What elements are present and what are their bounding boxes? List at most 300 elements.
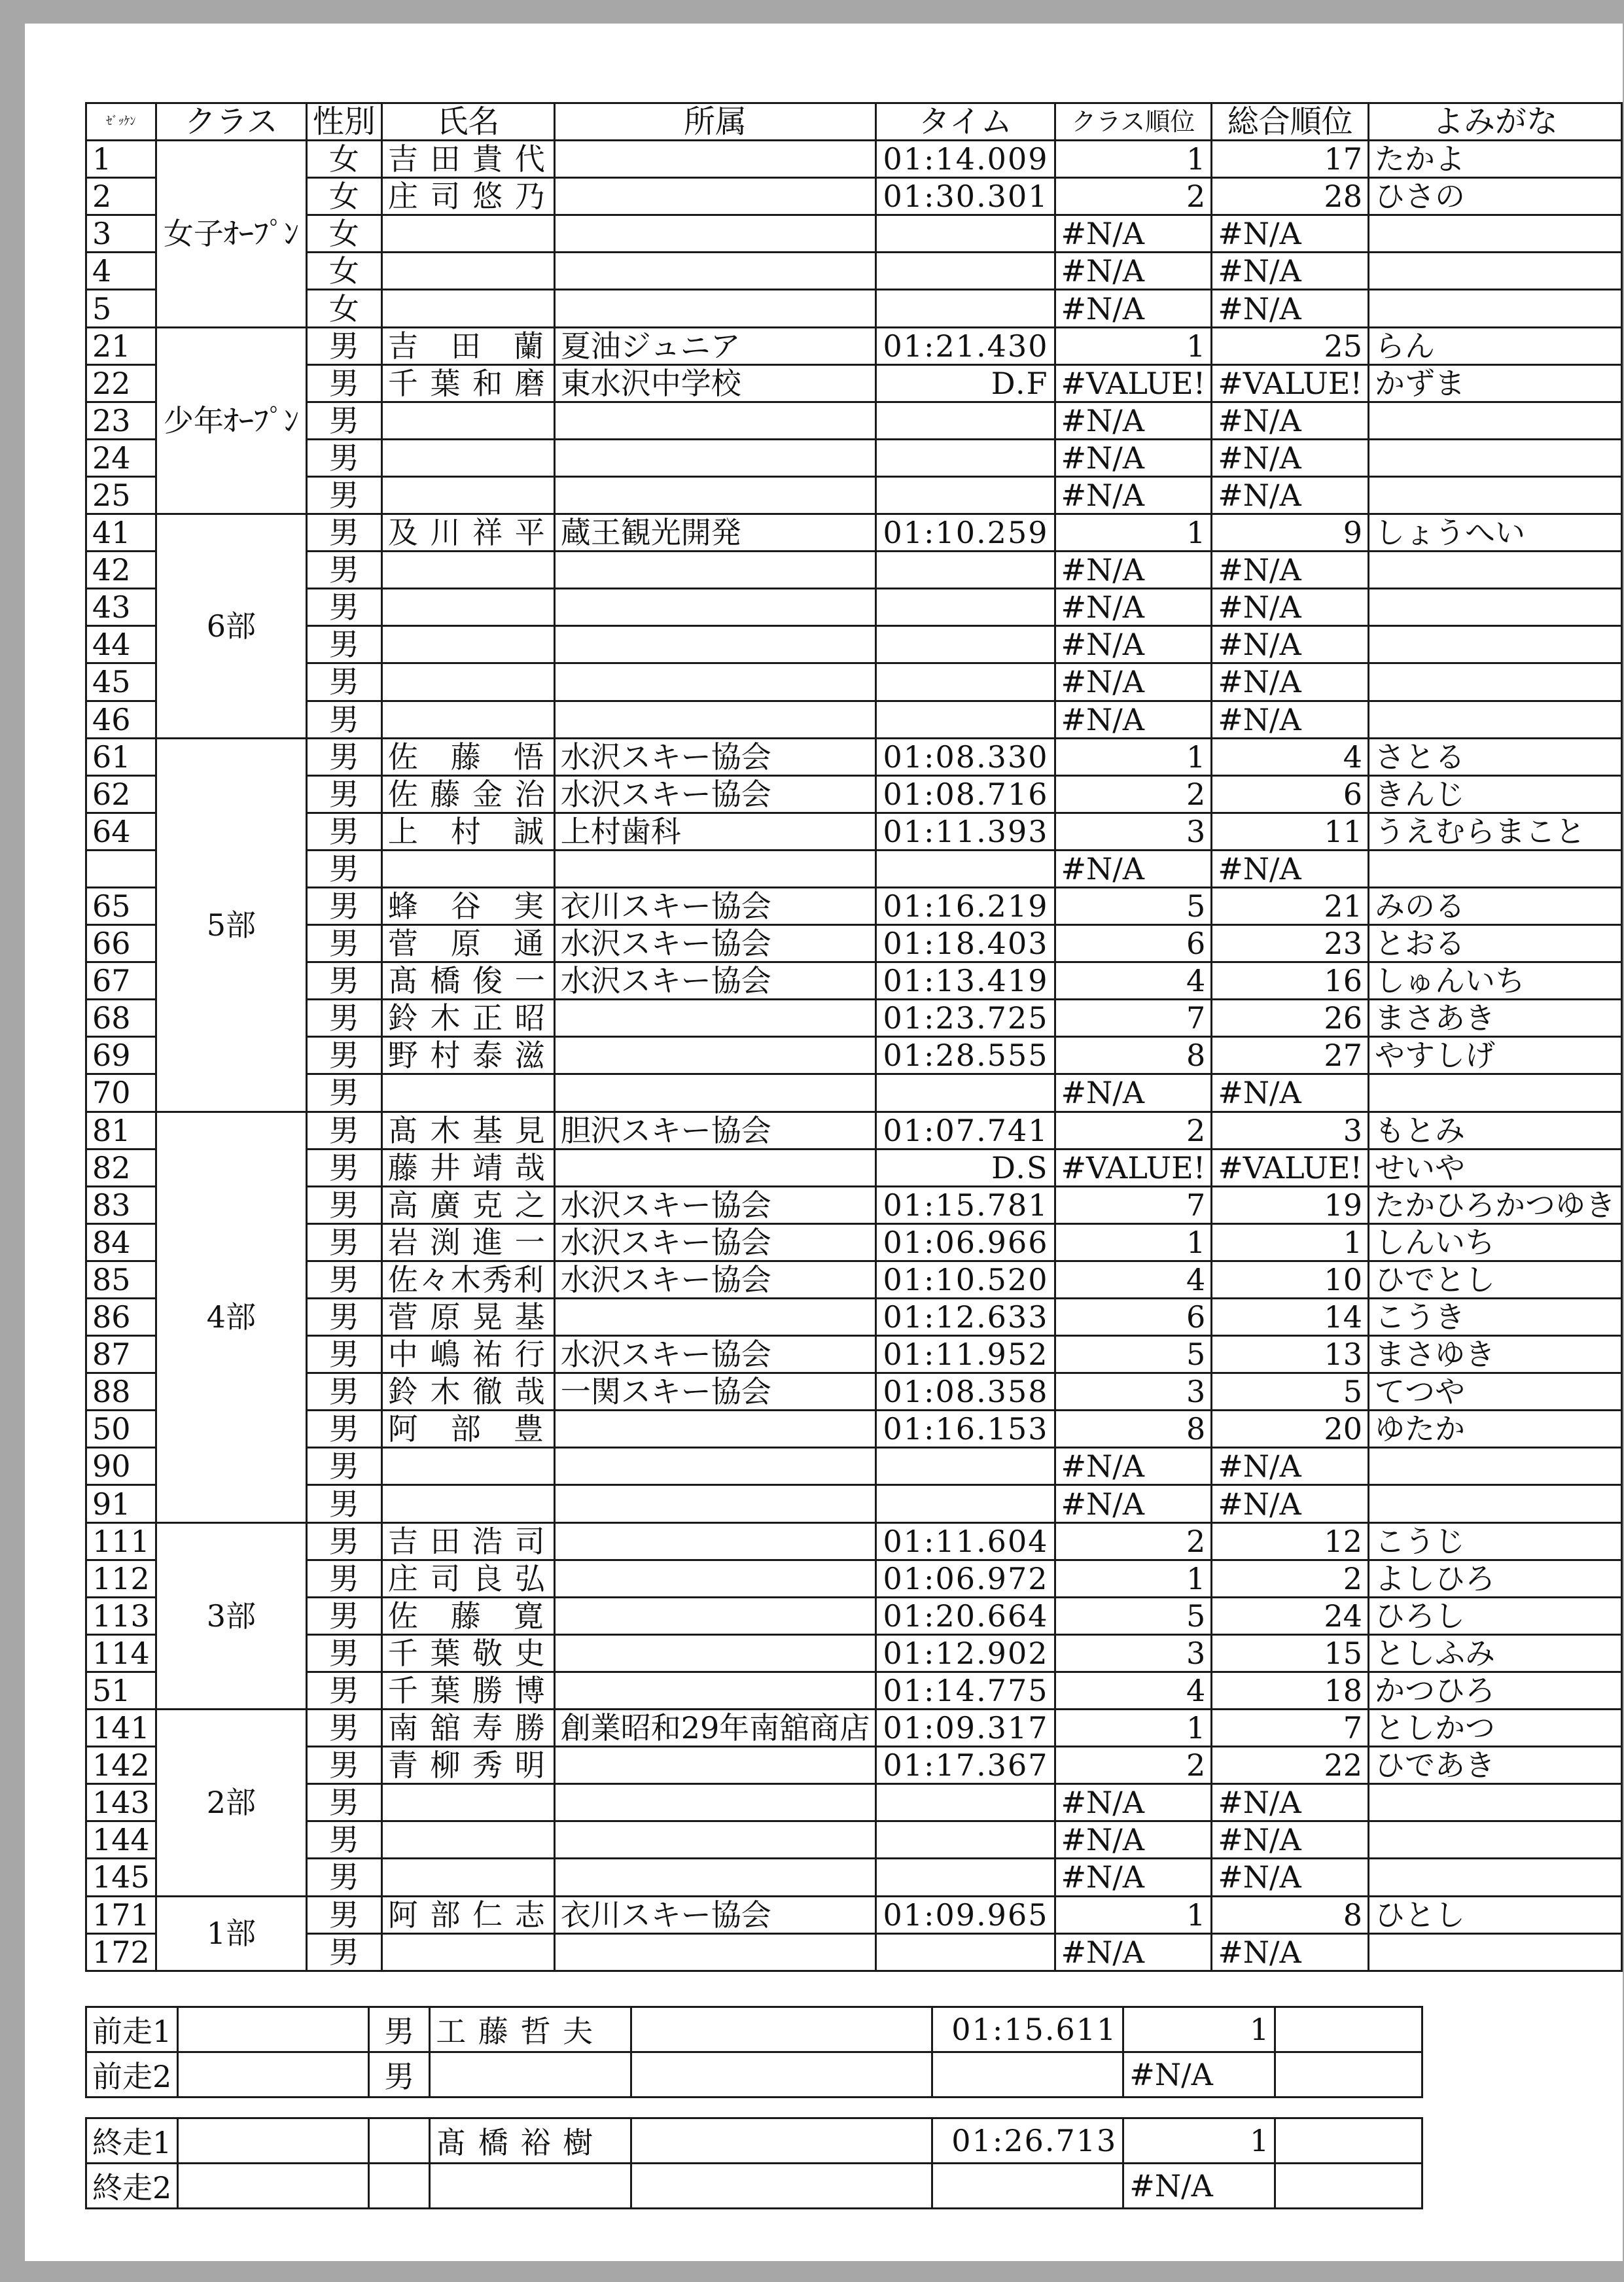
table-row [86,439,1622,476]
time-cell: 01:14.775 [876,1672,1055,1709]
table-row [86,1859,1622,1896]
table-row [86,402,1622,439]
name-cell: 千 葉 和 磨 [381,364,554,402]
overall-rank-cell: 16 [1212,962,1369,1000]
class-rank-cell: #N/A [1055,1859,1212,1896]
bib-cell: 91 [86,1485,156,1522]
header-class-rank: クラス順位 [1055,103,1212,141]
bib-cell: 4 [86,253,156,290]
time-cell: 01:10.259 [876,514,1055,552]
time-cell: 01:08.358 [876,1373,1055,1411]
sex-cell: 男 [306,1448,381,1485]
bib-cell: 84 [86,1223,156,1261]
header-overall-rank: 総合順位 [1212,103,1369,141]
overall-rank-cell: #N/A [1212,402,1369,439]
name-cell: 野 村 泰 滋 [381,1037,554,1074]
rank-cell: 1 [1123,2007,1275,2052]
affiliation-cell [554,1859,876,1896]
time-cell: 01:16.153 [876,1411,1055,1448]
overall-rank-cell: #N/A [1212,439,1369,476]
affiliation-cell: 創業昭和29年南舘商店 [554,1710,876,1747]
time-cell: 01:13.419 [876,962,1055,1000]
yomi-cell: ゆたか [1368,1411,1621,1448]
yomi-cell: やすしげ [1368,1037,1621,1074]
class-rank-cell: #VALUE! [1055,1149,1212,1186]
empty-cell [1275,2164,1422,2209]
bib-cell: 87 [86,1336,156,1373]
sex-cell: 男 [306,738,381,775]
results-table [85,102,1623,1972]
overall-rank-cell: #N/A [1212,626,1369,663]
affiliation-cell [554,626,876,663]
time-cell: 01:11.604 [876,1522,1055,1560]
yomi-cell: ひろし [1368,1597,1621,1634]
class-rank-cell: #N/A [1055,253,1212,290]
affiliation-cell: 胆沢スキー協会 [554,1112,876,1149]
yomi-cell: たかひろかつゆき [1368,1186,1621,1223]
affiliation-cell [554,253,876,290]
table-row [86,364,1622,402]
name-cell: 中 嶋 祐 行 [381,1336,554,1373]
table-row [86,141,1622,178]
sex-cell: 男 [306,1149,381,1186]
affiliation-cell [554,1933,876,1971]
class-rank-cell: 8 [1055,1411,1212,1448]
sex-cell: 男 [306,813,381,850]
name-cell [381,1448,554,1485]
affiliation-cell [554,589,876,626]
affiliation-cell: 水沢スキー協会 [554,738,876,775]
time-cell [876,1448,1055,1485]
time-cell [876,1784,1055,1821]
bib-cell: 1 [86,141,156,178]
yomi-cell: としふみ [1368,1634,1621,1672]
yomi-cell: しょうへい [1368,514,1621,552]
time-cell: 01:28.555 [876,1037,1055,1074]
time-cell: 01:06.966 [876,1223,1055,1261]
yomi-cell: かずま [1368,364,1621,402]
yomi-cell: さとる [1368,738,1621,775]
yomi-cell: まさあき [1368,1000,1621,1037]
class-rank-cell: 8 [1055,1037,1212,1074]
sex-cell: 女 [306,178,381,215]
table-row [86,1522,1622,1560]
name-cell: 及 川 祥 平 [381,514,554,552]
class-cell [178,2007,369,2052]
overall-rank-cell: 9 [1212,514,1369,552]
overall-rank-cell: 23 [1212,925,1369,962]
bib-cell: 41 [86,514,156,552]
sex-cell: 男 [306,1336,381,1373]
sex-cell: 男 [306,1522,381,1560]
affiliation-cell: 東水沢中学校 [554,364,876,402]
name-cell: 工 藤 哲 夫 [430,2007,631,2052]
bib-cell: 45 [86,663,156,701]
sex-cell: 男 [306,1672,381,1709]
name-cell: 髙 橋 俊 一 [381,962,554,1000]
affiliation-cell [631,2118,932,2164]
header-name: 氏名 [381,103,554,141]
name-cell [381,1933,554,1971]
table-row [86,850,1622,887]
time-cell: 01:30.301 [876,178,1055,215]
class-rank-cell: #N/A [1055,215,1212,253]
time-cell: 01:09.317 [876,1710,1055,1747]
overall-rank-cell: 27 [1212,1037,1369,1074]
run-label: 終走1 [86,2118,178,2164]
time-cell [876,850,1055,887]
time-cell [876,1933,1055,1971]
bib-cell: 112 [86,1560,156,1597]
bib-cell: 114 [86,1634,156,1672]
rank-cell: #N/A [1123,2052,1275,2098]
rank-cell: 1 [1123,2118,1275,2164]
overall-rank-cell: 28 [1212,178,1369,215]
name-cell: 髙 橋 裕 樹 [430,2118,631,2164]
affiliation-cell [554,1448,876,1485]
overall-rank-cell: #N/A [1212,1485,1369,1522]
name-cell: 吉 田 浩 司 [381,1522,554,1560]
yomi-cell: きんじ [1368,775,1621,813]
bib-cell: 21 [86,327,156,364]
bib-cell: 51 [86,1672,156,1709]
time-cell [876,1821,1055,1859]
class-rank-cell: #N/A [1055,850,1212,887]
bib-cell: 113 [86,1597,156,1634]
table-row [86,1000,1622,1037]
closer-table [85,2117,1423,2209]
table-row [86,1149,1622,1186]
overall-rank-cell: #N/A [1212,1448,1369,1485]
yomi-cell [1368,850,1621,887]
time-cell: 01:15.611 [932,2007,1123,2052]
overall-rank-cell: 10 [1212,1261,1369,1298]
empty-cell [1275,2007,1422,2052]
bib-cell: 44 [86,626,156,663]
table-row [86,738,1622,775]
sex-cell: 男 [306,364,381,402]
overall-rank-cell: 11 [1212,813,1369,850]
name-cell: 千 葉 敬 史 [381,1634,554,1672]
affiliation-cell [554,663,876,701]
bib-cell: 85 [86,1261,156,1298]
overall-rank-cell: 8 [1212,1896,1369,1933]
sex-cell: 男 [306,1896,381,1933]
time-cell [876,552,1055,589]
bib-cell: 172 [86,1933,156,1971]
yomi-cell [1368,476,1621,514]
table-row [86,663,1622,701]
time-cell: 01:11.393 [876,813,1055,850]
overall-rank-cell: 13 [1212,1336,1369,1373]
name-cell [381,850,554,887]
overall-rank-cell: 19 [1212,1186,1369,1223]
affiliation-cell [554,1597,876,1634]
empty-cell [1275,2118,1422,2164]
name-cell: 藤 井 靖 哉 [381,1149,554,1186]
class-rank-cell: 1 [1055,738,1212,775]
overall-rank-cell: 3 [1212,1112,1369,1149]
sex-cell: 男 [306,701,381,738]
table-row [86,2052,1422,2098]
class-cell: 5部 [156,738,306,1112]
time-cell [932,2052,1123,2098]
class-rank-cell: 7 [1055,1186,1212,1223]
class-rank-cell: 2 [1055,1522,1212,1560]
yomi-cell: まさゆき [1368,1336,1621,1373]
overall-rank-cell: #N/A [1212,850,1369,887]
affiliation-cell [631,2052,932,2098]
yomi-cell [1368,402,1621,439]
yomi-cell: ひでとし [1368,1261,1621,1298]
overall-rank-cell: 21 [1212,887,1369,924]
sex-cell: 男 [369,2052,430,2098]
affiliation-cell: 水沢スキー協会 [554,925,876,962]
time-cell: 01:21.430 [876,327,1055,364]
table-row [86,1672,1622,1709]
sex-cell: 男 [306,626,381,663]
class-rank-cell: 2 [1055,775,1212,813]
name-cell [381,1485,554,1522]
table-row [86,1037,1622,1074]
yomi-cell [1368,1074,1621,1112]
time-cell [876,402,1055,439]
name-cell: 庄 司 良 弘 [381,1560,554,1597]
time-cell: 01:18.403 [876,925,1055,962]
yomi-cell [1368,701,1621,738]
bib-cell: 141 [86,1710,156,1747]
time-cell: 01:14.009 [876,141,1055,178]
affiliation-cell [554,850,876,887]
table-row [86,887,1622,924]
forerunner-table [85,2006,1423,2098]
bib-cell: 88 [86,1373,156,1411]
header-yomi: よみがな [1368,103,1621,141]
rank-cell: #N/A [1123,2164,1275,2209]
bib-cell: 67 [86,962,156,1000]
sex-cell: 男 [306,1261,381,1298]
run-label: 前走2 [86,2052,178,2098]
time-cell: 01:07.741 [876,1112,1055,1149]
bib-cell: 46 [86,701,156,738]
table-row [86,215,1622,253]
class-rank-cell: #N/A [1055,1074,1212,1112]
table-row [86,327,1622,364]
table-row [86,1634,1622,1672]
overall-rank-cell: #N/A [1212,589,1369,626]
sex-cell: 男 [306,439,381,476]
name-cell: 南 舘 寿 勝 [381,1710,554,1747]
class-rank-cell: 1 [1055,514,1212,552]
bib-cell: 23 [86,402,156,439]
sex-cell: 男 [306,1000,381,1037]
bib-cell: 43 [86,589,156,626]
sex-cell [369,2164,430,2209]
name-cell: 鈴 木 正 昭 [381,1000,554,1037]
class-cell: 3部 [156,1522,306,1709]
affiliation-cell: 水沢スキー協会 [554,1223,876,1261]
affiliation-cell [554,178,876,215]
overall-rank-cell: #N/A [1212,476,1369,514]
class-rank-cell: #N/A [1055,1933,1212,1971]
sex-cell: 男 [306,476,381,514]
sex-cell: 男 [306,1223,381,1261]
name-cell: 上 村 誠 [381,813,554,850]
bib-cell: 82 [86,1149,156,1186]
table-row [86,1373,1622,1411]
overall-rank-cell: #N/A [1212,1933,1369,1971]
overall-rank-cell: 5 [1212,1373,1369,1411]
name-cell [381,1784,554,1821]
overall-rank-cell: #N/A [1212,1784,1369,1821]
affiliation-cell [631,2007,932,2052]
overall-rank-cell: 20 [1212,1411,1369,1448]
affiliation-cell [554,1299,876,1336]
name-cell: 佐 藤 悟 [381,738,554,775]
name-cell: 千 葉 勝 博 [381,1672,554,1709]
class-cell [178,2052,369,2098]
bib-cell: 42 [86,552,156,589]
name-cell [381,1859,554,1896]
sex-cell: 男 [306,1821,381,1859]
class-rank-cell: 1 [1055,1710,1212,1747]
time-cell: 01:08.716 [876,775,1055,813]
table-row [86,1747,1622,1784]
class-rank-cell: 1 [1055,1223,1212,1261]
name-cell: 庄 司 悠 乃 [381,178,554,215]
table-row [86,1896,1622,1933]
bib-cell: 68 [86,1000,156,1037]
affiliation-cell [554,476,876,514]
table-row [86,1411,1622,1448]
overall-rank-cell: 17 [1212,141,1369,178]
bib-cell: 69 [86,1037,156,1074]
affiliation-cell [554,1747,876,1784]
class-rank-cell: 5 [1055,1336,1212,1373]
table-row [86,775,1622,813]
affiliation-cell [554,290,876,327]
table-row [86,514,1622,552]
overall-rank-cell: #N/A [1212,1859,1369,1896]
yomi-cell [1368,439,1621,476]
class-cell: 2部 [156,1710,306,1896]
class-cell [178,2118,369,2164]
run-label: 前走1 [86,2007,178,2052]
overall-rank-cell: 1 [1212,1223,1369,1261]
yomi-cell: てつや [1368,1373,1621,1411]
overall-rank-cell: 25 [1212,327,1369,364]
table-row [86,290,1622,327]
sex-cell: 男 [306,1560,381,1597]
name-cell [381,1821,554,1859]
affiliation-cell: 一関スキー協会 [554,1373,876,1411]
sex-cell: 男 [306,887,381,924]
name-cell [381,439,554,476]
time-cell: 01:12.902 [876,1634,1055,1672]
sex-cell: 男 [306,775,381,813]
affiliation-cell [554,141,876,178]
affiliation-cell [554,1037,876,1074]
name-cell: 蜂 谷 実 [381,887,554,924]
affiliation-cell [554,1074,876,1112]
class-rank-cell: #N/A [1055,476,1212,514]
bib-cell: 70 [86,1074,156,1112]
yomi-cell: もとみ [1368,1112,1621,1149]
time-cell [876,253,1055,290]
affiliation-cell [554,1560,876,1597]
sex-cell: 男 [306,589,381,626]
sex-cell: 男 [306,1933,381,1971]
table-row [86,1186,1622,1223]
overall-rank-cell: #VALUE! [1212,364,1369,402]
table-row [86,253,1622,290]
sex-cell: 男 [306,1634,381,1672]
overall-rank-cell: 14 [1212,1299,1369,1336]
class-rank-cell: #N/A [1055,1784,1212,1821]
class-rank-cell: 1 [1055,327,1212,364]
table-row [86,1074,1622,1112]
time-cell [876,589,1055,626]
affiliation-cell [554,1411,876,1448]
class-rank-cell: #VALUE! [1055,364,1212,402]
table-row [86,1784,1622,1821]
sex-cell: 男 [306,850,381,887]
yomi-cell [1368,1933,1621,1971]
name-cell [381,290,554,327]
class-rank-cell: #N/A [1055,552,1212,589]
yomi-cell [1368,1448,1621,1485]
time-cell [876,663,1055,701]
table-row [86,1112,1622,1149]
name-cell: 佐 藤 寛 [381,1597,554,1634]
class-rank-cell: #N/A [1055,663,1212,701]
time-cell: 01:12.633 [876,1299,1055,1336]
header-class: クラス [156,103,306,141]
class-rank-cell: 7 [1055,1000,1212,1037]
affiliation-cell: 衣川スキー協会 [554,1896,876,1933]
sex-cell: 男 [306,1037,381,1074]
sex-cell: 男 [306,327,381,364]
sex-cell: 男 [306,1373,381,1411]
time-cell [876,290,1055,327]
bib-cell: 64 [86,813,156,850]
sex-cell: 男 [306,925,381,962]
class-rank-cell: #N/A [1055,701,1212,738]
class-rank-cell: 2 [1055,1112,1212,1149]
overall-rank-cell: 12 [1212,1522,1369,1560]
time-cell: 01:23.725 [876,1000,1055,1037]
table-row [86,2007,1422,2052]
overall-rank-cell: #N/A [1212,552,1369,589]
name-cell [381,1074,554,1112]
yomi-cell: らん [1368,327,1621,364]
name-cell: 高 廣 克 之 [381,1186,554,1223]
yomi-cell: みのる [1368,887,1621,924]
name-cell: 阿 部 豊 [381,1411,554,1448]
affiliation-cell: 蔵王観光開発 [554,514,876,552]
sex-cell: 男 [306,1784,381,1821]
overall-rank-cell: 2 [1212,1560,1369,1597]
time-cell [876,215,1055,253]
time-cell [876,701,1055,738]
affiliation-cell [554,1000,876,1037]
time-cell: 01:20.664 [876,1597,1055,1634]
class-rank-cell: 5 [1055,1597,1212,1634]
table-row [86,476,1622,514]
name-cell: 吉 田 蘭 [381,327,554,364]
overall-rank-cell: 22 [1212,1747,1369,1784]
sex-cell: 男 [369,2007,430,2052]
